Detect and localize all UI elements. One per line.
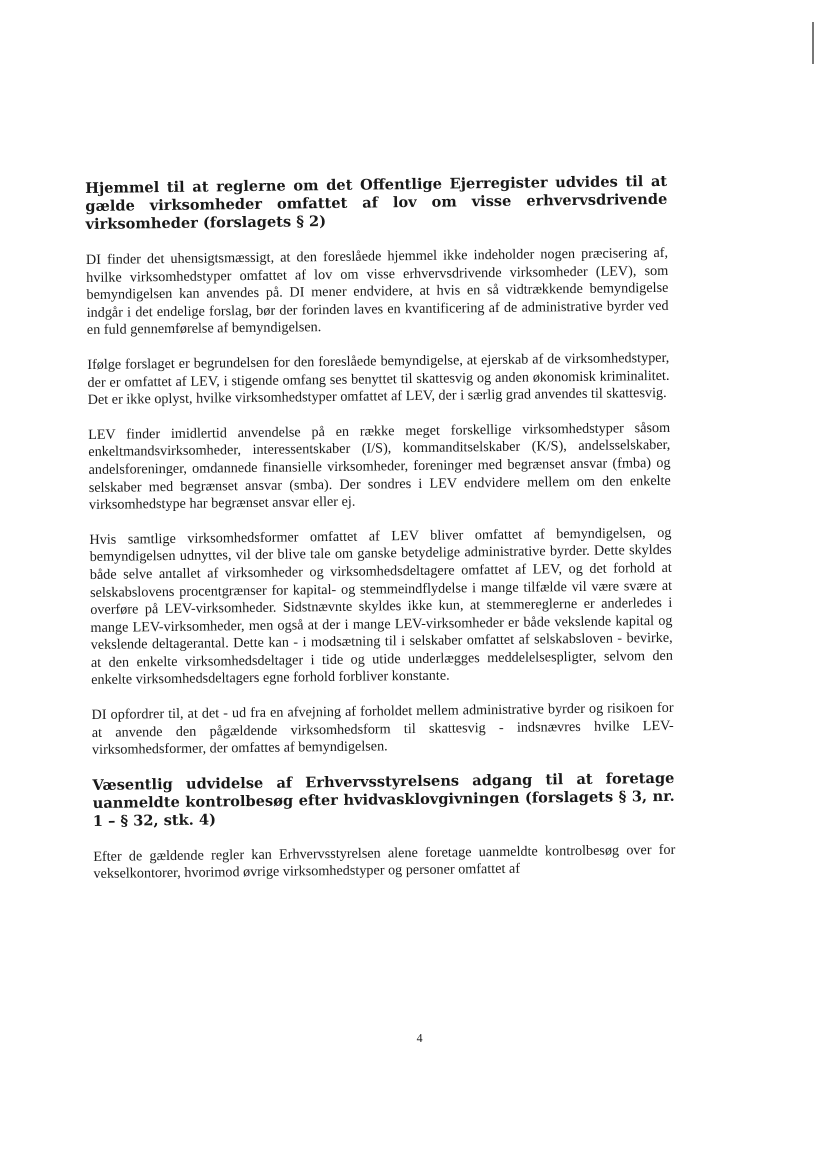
paragraph: DI opfordrer til, at det - ud fra en afvejning af forholdet mellem administrative byrder og risikoen for at anvende den pågældende virksomhedsform til skattesvig - indsnævres hvilke LEV-virksomhedsformer, der omfattes af bemyndigelsen.	[91, 699, 674, 759]
paragraph: Hvis samtlige virksomhedsformer omfattet af LEV bliver omfattet af bemyndigelsen, og bemyndigelsen udnyttes, vil der blive tale om ganske betydelige administrative byrder. Dette skyldes både selve antallet af virksomheder og virksomhedsdeltagere omfattet af LEV, og det forhold at selskabslovens procentgrænser for kapital- og stemmeindflydelse i mange tilfælde vil være svære at overføre på LEV-virksomheder. Sidstnævnte skyldes ikke kun, at stemmereglerne er anderledes i mange LEV-virksomheder, men også at der i mange LEV-virksomheder er både vekslende kapital og vekslende deltagerantal. Dette kan - i modsætning til i selskaber omfattet af selskabsloven - bevirke, at den enkelte virksomhedsdeltager i tide og utide underlægges meddelelsespligter, selvom den enkelte virksomhedsdeltagers egne forhold forbliver konstante.	[89, 524, 673, 689]
paragraph: Efter de gældende regler kan Erhvervsstyrelsen alene foretage uanmeldte kontrolbesøg over for vekselkontorer, hvorimod øvrige virksomhedstyper og personer omfattet af	[93, 841, 676, 883]
paragraph: LEV finder imidlertid anvendelse på en række meget forskellige virksomhedstyper såsom enkeltmandsvirksomheder, interessentskaber (I/S), kommanditselskaber (K/S), andelsselskaber, andelsforeninger, omdannede finansielle virksomheder, foreninger med begrænset ansvar (fmba) og selskaber med begrænset ansvar (smba). Der sondres i LEV endvidere mellem om den enkelte virksomhedstype har begrænset ansvar eller ej.	[88, 419, 671, 514]
section-heading-kontrolbesoeg: Væsentlig udvidelse af Erhvervsstyrelsens adgang til at foretage uanmeldte kontrolbesøg efter hvidvasklovgivningen (forslagets § 3, nr. 1 – § 32, stk. 4)	[92, 769, 675, 830]
paragraph: Ifølge forslaget er begrundelsen for den foreslåede bemyndigelse, at ejerskab af de virksomhedstyper, der er omfattet af LEV, i stigende omfang ses benyttet til skattesvig og anden økonomisk kriminalitet. Det er ikke oplyst, hvilke virksomhedstyper omfattet af LEV, der i særlig grad anvendes til skattesvig.	[87, 349, 670, 409]
section-heading-ejerregister: Hjemmel til at reglerne om det Offentlige Ejerregister udvides til at gælde virksomheder omfattet af lov om visse erhvervsdrivende virksomheder (forslagets § 2)	[85, 172, 668, 233]
paragraph: DI finder det uhensigtsmæssigt, at den foreslåede hjemmel ikke indeholder nogen præcisering af, hvilke virksomhedstyper omfattet af lov om visse erhvervsdrivende virksomheder (LEV), som bemyndigelsen kan anvendes på. DI mener endvidere, at hvis en så vidtrækkende bemyndigelse indgår i det endelige forslag, bør der forinden laves en kvantificering af de administrative byrder ved en fuld gennemførelse af bemyndigelsen.	[85, 244, 669, 339]
document-body	[85, 173, 676, 901]
page-number: 4	[416, 1030, 423, 1046]
